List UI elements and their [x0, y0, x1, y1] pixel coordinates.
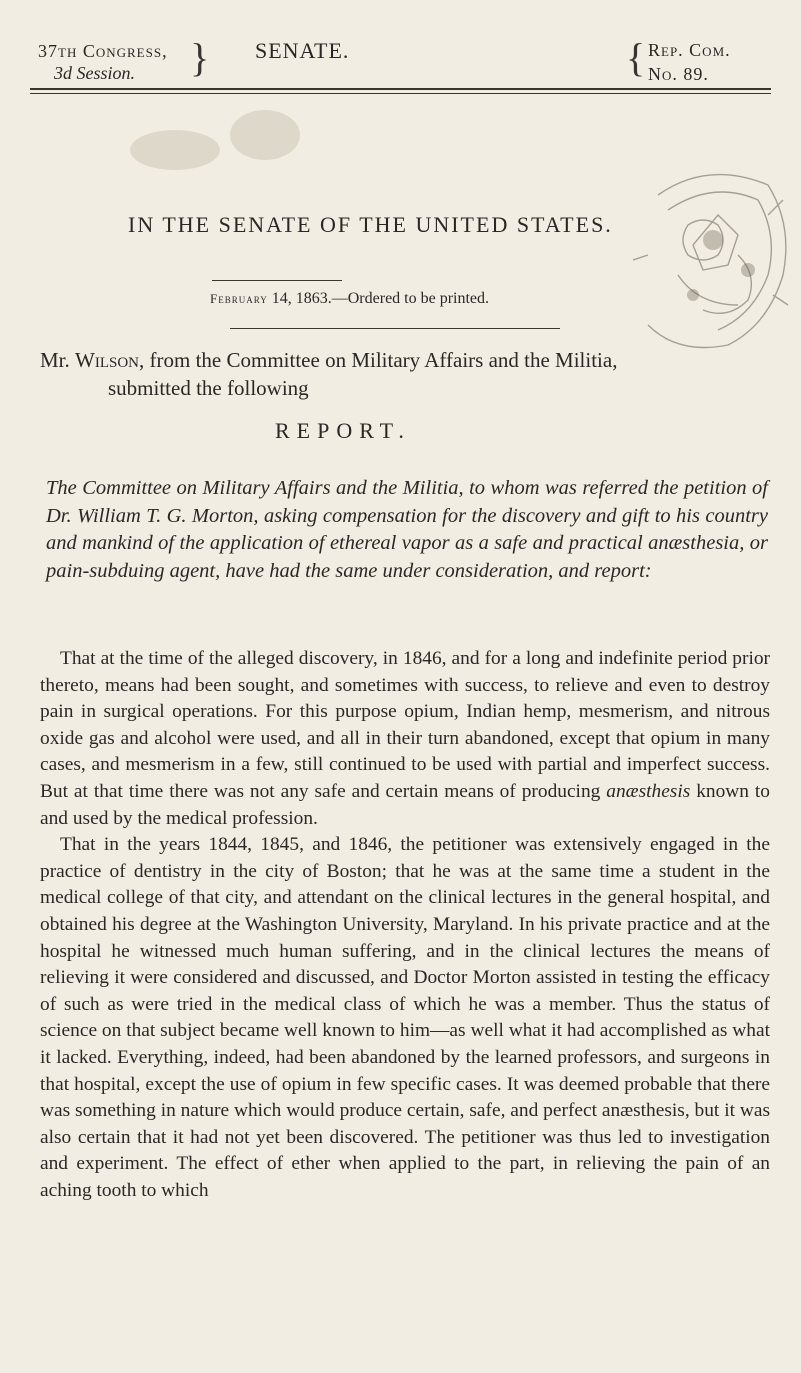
congress-session: [38, 40, 168, 84]
report-number: [648, 38, 731, 86]
ink-stain: [130, 130, 220, 170]
submission-intro: [40, 346, 765, 402]
title-rule: [212, 280, 342, 281]
p1-text-a: That at the time of the alleged discovery, in 1846, and for a long and indefinite period prior thereto, means had been sought, and sometimes with success, to relieve and even to destroy pain in surgical operations. For this purpose opium, Indian hemp, mesmerism, and nitrous oxide gas and alcohol were used, and all in their turn abandoned, except that opium in many cases, and mesmerism in a few, still continued to be used with partial and imperfect success. But at that time there was not any safe and certain means of producing: [40, 648, 770, 802]
brace-left: }: [190, 35, 210, 80]
ordered-printed-line: [210, 290, 489, 308]
congress-label: 37th Congress,: [38, 41, 168, 61]
intro-prefix: Mr.: [40, 348, 76, 372]
ordered-month: February: [210, 291, 268, 306]
header-rule-thin: [30, 93, 771, 94]
intro-committee: , from the Committee on Military Affairs and the Militia,: [139, 348, 618, 372]
brace-right: {: [626, 35, 646, 80]
senator-name: Wilson: [75, 348, 140, 372]
p1-emphasis: anæsthesis: [606, 780, 691, 802]
ordered-text: 14, 1863.—Ordered to be printed.: [271, 290, 490, 307]
report-body: [40, 646, 770, 1204]
session-label: 3d Session.: [54, 63, 135, 83]
intro-submitted: submitted the following: [108, 376, 309, 400]
rep-com-label: Rep. Com.: [648, 40, 731, 60]
body-paragraph-1: [40, 646, 770, 832]
senate-seal-stamp: [618, 155, 793, 375]
committee-paragraph: The Committee on Military Affairs and the Militia, to whom was referred the petition of Dr. William T. G. Morton, asking compensation for the discovery and gift to his country and mankind of the application of ethereal vapor as a safe and practical anæsthesia, or pain-subduing agent, have had the same under consideration, and report:: [46, 477, 768, 582]
p1-text-b: known to and used by the medical profession.: [40, 780, 770, 829]
document-header: [0, 30, 801, 90]
header-rule: [30, 88, 771, 90]
chamber-label: SENATE.: [255, 38, 350, 63]
ordered-rule: [230, 328, 560, 329]
report-heading: REPORT.: [275, 418, 411, 443]
document-title: IN THE SENATE OF THE UNITED STATES.: [128, 212, 613, 237]
ink-stain: [230, 110, 300, 160]
body-paragraph-2: That in the years 1844, 1845, and 1846, the petitioner was extensively engaged in the practice of dentistry in the city of Boston; that he was at the same time a student in the medical college of that city, and attendant on the clinical lectures in the general hospital, and obtained his degree at the Washington University, Maryland. In his private practice and at the hospital he witnessed much human suffering, and in the clinical lectures the means of relieving it were considered and discussed, and Doctor Morton assisted in testing the efficacy of such as were tried in the medical class of which he was a member. Thus the status of science on that subject became well known to him—as well what it had accomplished as what it lacked. Everything, indeed, had been abandoned by the learned professors, and surgeons in that hospital, except the use of opium in few specific cases. It was deemed probable that there was something in nature which would produce certain, safe, and perfect anæsthesis, but it was also certain that it had not yet been discovered. The petitioner was thus led to investigation and experiment. The effect of ether when applied to the part, in relieving the pain of an aching tooth to which: [40, 834, 770, 1201]
rep-number-label: No. 89.: [648, 64, 709, 84]
